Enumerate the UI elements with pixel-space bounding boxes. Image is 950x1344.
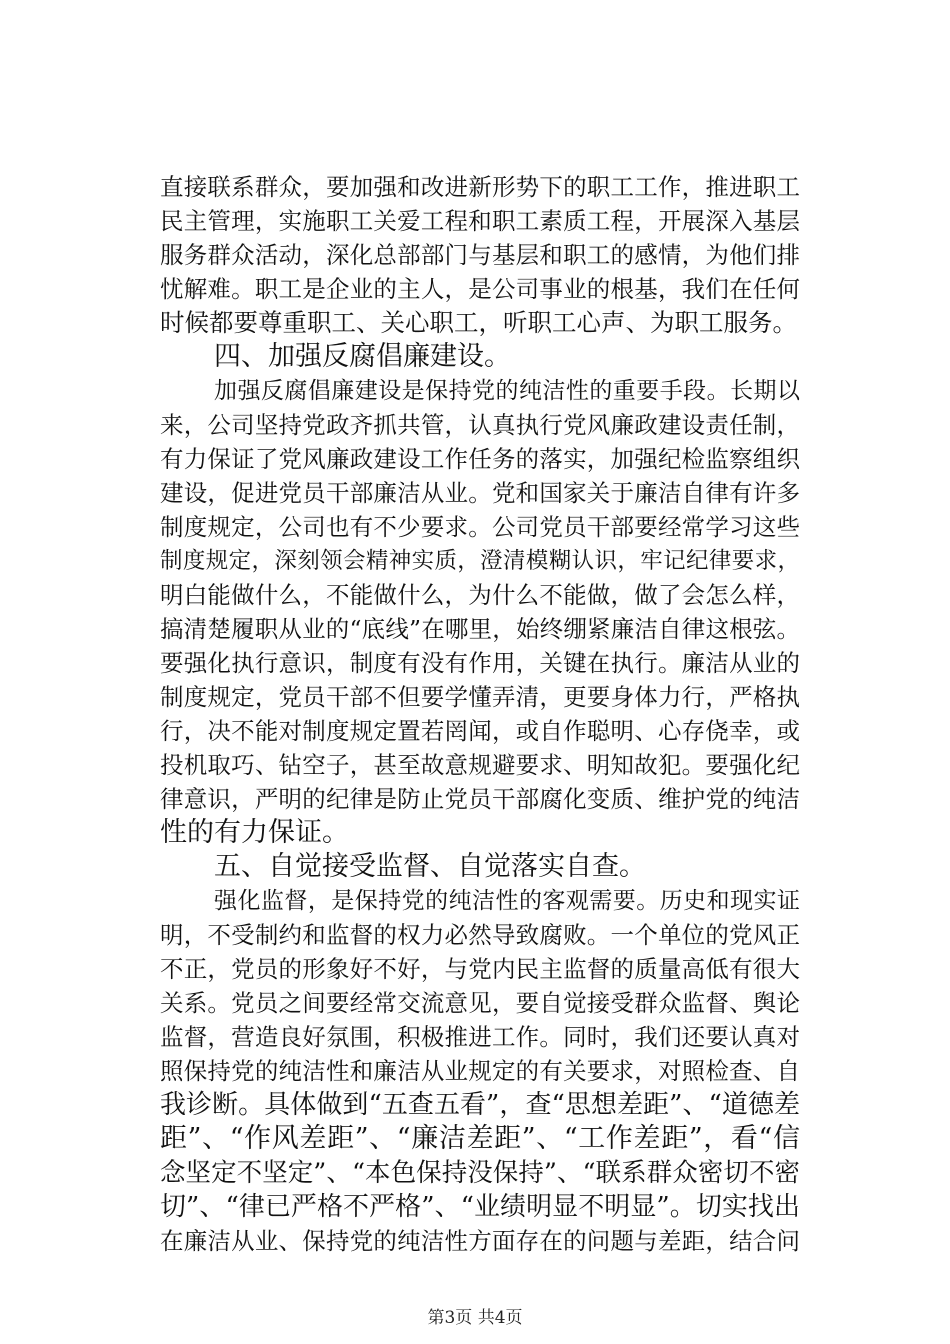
paragraph-line: 有力保证了党风廉政建设工作任务的落实，加强纪检监察组织 <box>160 445 800 473</box>
paragraph-line: 搞清楚履职从业的“底线”在哪里，始终绷紧廉洁自律这根弦。 <box>160 615 800 643</box>
paragraph-line: 时候都要尊重职工、关心职工，听职工心声、为职工服务。 <box>160 308 797 337</box>
paragraph-line: 明，不受制约和监督的权力必然导致腐败。一个单位的党风正 <box>160 921 800 949</box>
paragraph-line: 强化监督，是保持党的纯洁性的客观需要。历史和现实证 <box>214 888 800 914</box>
section-heading-5: 五、自觉接受监督、自觉落实自查。 <box>214 851 646 882</box>
paragraph-line: 距”、“作风差距”、“廉洁差距”、“工作差距”，看“信 <box>160 1123 800 1154</box>
paragraph-line: 监督，营造良好氛围，积极推进工作。同时，我们还要认真对 <box>160 1023 800 1051</box>
paragraph-line: 关系。党员之间要经常交流意见，要自觉接受群众监督、舆论 <box>160 989 800 1017</box>
paragraph-line: 律意识，严明的纪律是防止党员干部腐化变质、维护党的纯洁 <box>160 785 800 813</box>
paragraph-line: 制度规定，深刻领会精神实质，澄清模糊认识，牢记纪律要求， <box>160 548 800 574</box>
paragraph-line: 忧解难。职工是企业的主人，是公司事业的根基，我们在任何 <box>160 275 800 303</box>
paragraph-line: 念坚定不坚定”、“本色保持没保持”、“联系群众密切不密 <box>160 1158 800 1188</box>
paragraph-line: 建设，促进党员干部廉洁从业。党和国家关于廉洁自律有许多 <box>160 479 800 507</box>
page-number-footer: 第3页 共4页 <box>427 1308 523 1328</box>
paragraph-line: 来，公司坚持党政齐抓共管，认真执行党风廉政建设责任制， <box>160 411 800 439</box>
paragraph-line: 制度规定，党员干部不但要学懂弄清，更要身体力行，严格执 <box>160 683 800 711</box>
paragraph-line: 投机取巧、钻空子，甚至故意规避要求、明知故犯。要强化纪 <box>160 751 800 779</box>
section-heading-4: 四、加强反腐倡廉建设。 <box>214 341 511 372</box>
paragraph-line: 服务群众活动，深化总部部门与基层和职工的感情，为他们排 <box>160 241 800 269</box>
paragraph-line: 我诊断。具体做到“五查五看”，查“思想差距”、“道德差 <box>160 1090 800 1120</box>
paragraph-line: 照保持党的纯洁性和廉洁从业规定的有关要求，对照检查、自 <box>160 1057 800 1085</box>
paragraph-line: 加强反腐倡廉建设是保持党的纯洁性的重要手段。长期以 <box>214 378 800 404</box>
paragraph-line: 行，决不能对制度规定置若罔闻，或自作聪明、心存侥幸，或 <box>160 717 800 745</box>
paragraph-line: 制度规定，公司也有不少要求。公司党员干部要经常学习这些 <box>160 513 800 541</box>
paragraph-line: 在廉洁从业、保持党的纯洁性方面存在的问题与差距，结合问 <box>160 1227 800 1255</box>
paragraph-line: 不正，党员的形象好不好，与党内民主监督的质量高低有很大 <box>160 955 800 983</box>
paragraph-line: 要强化执行意识，制度有没有作用，关键在执行。廉洁从业的 <box>160 649 800 677</box>
paragraph-line: 明白能做什么，不能做什么，为什么不能做，做了会怎么样， <box>160 581 800 609</box>
paragraph-line: 直接联系群众，要加强和改进新形势下的职工工作，推进职工 <box>160 173 800 201</box>
paragraph-line: 性的有力保证。 <box>160 817 349 848</box>
paragraph-line: 切”、“律已严格不严格”、“业绩明显不明显”。切实找出 <box>160 1192 800 1222</box>
paragraph-line: 民主管理，实施职工关爱工程和职工素质工程，开展深入基层 <box>160 207 800 235</box>
